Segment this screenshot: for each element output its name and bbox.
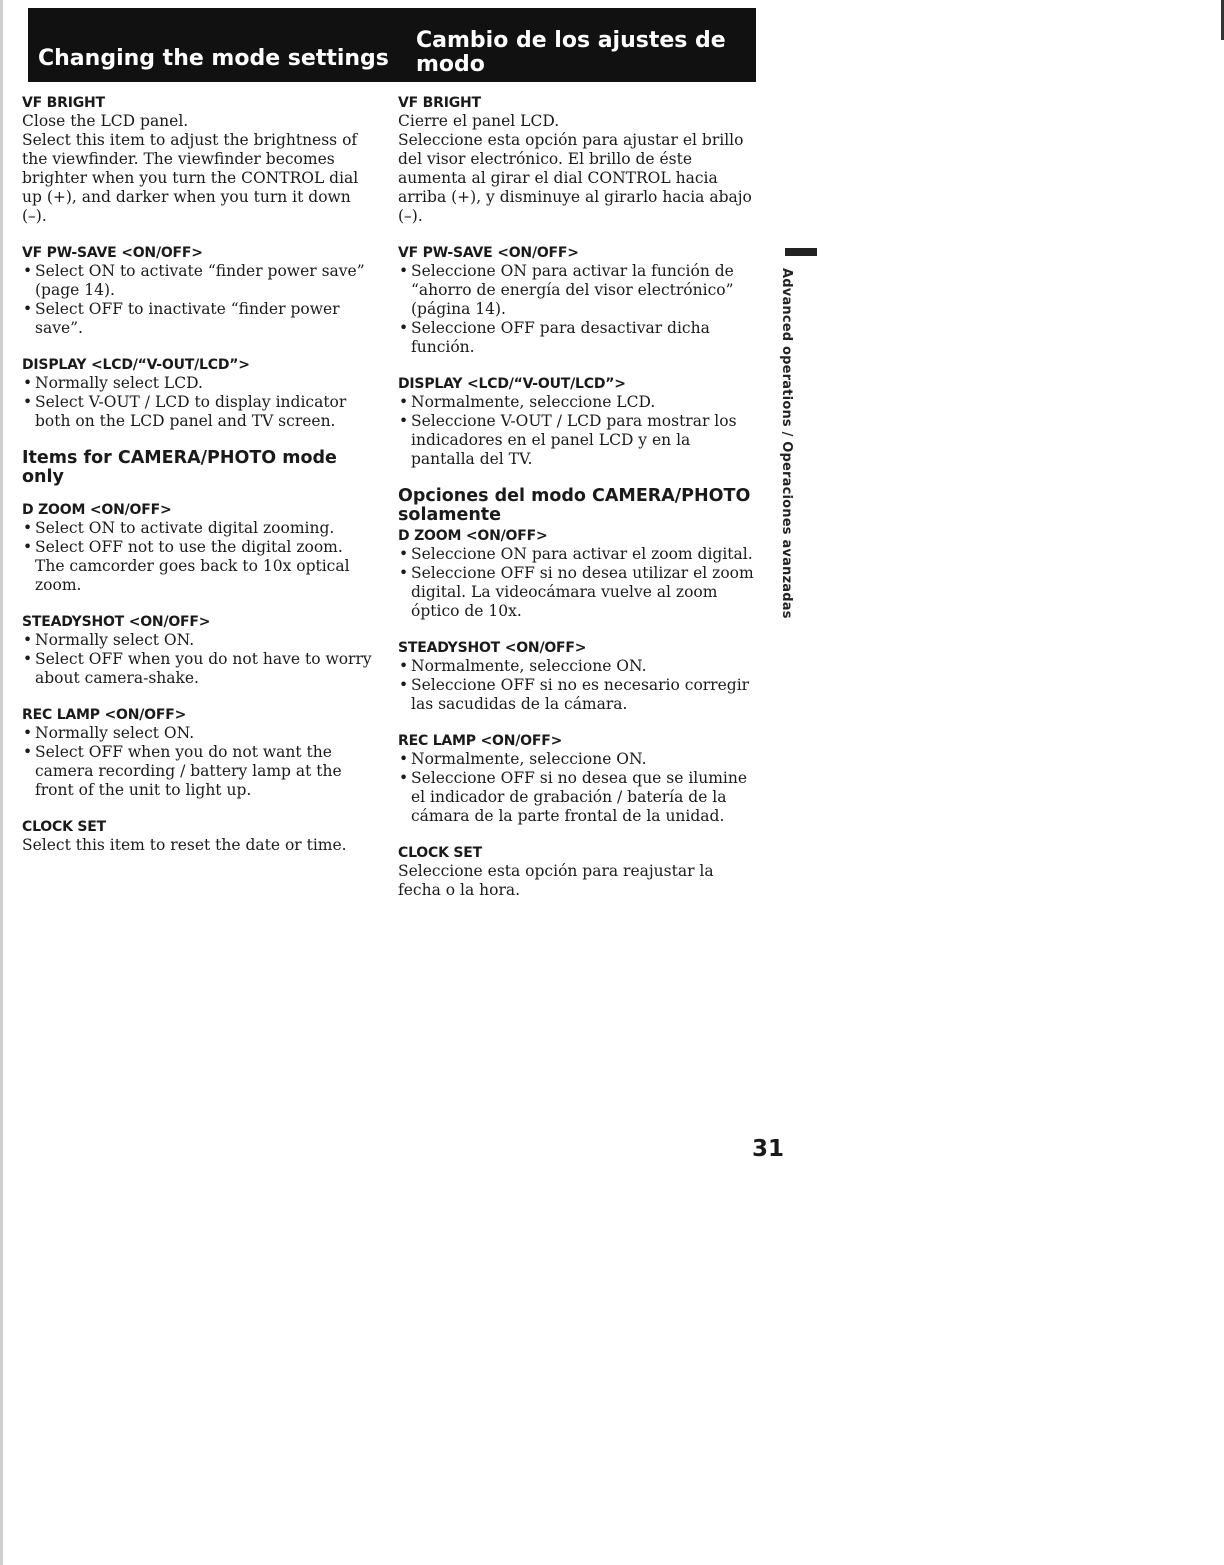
list-item: • Normalmente, seleccione LCD. [398, 393, 758, 412]
clock-set-heading: CLOCK SET [22, 819, 106, 835]
vf-pw-save-heading: VF PW-SAVE <ON/OFF> [22, 245, 203, 261]
page-number: 31 [752, 1136, 785, 1162]
display-section [398, 375, 758, 469]
vf-bright-section [398, 94, 758, 226]
list-item: • Select OFF when you do not want the camera recording / battery lamp at the front of the unit to light up. [22, 743, 377, 800]
rec-lamp-heading: REC LAMP <ON/OFF> [22, 707, 187, 723]
rec-lamp-section [22, 706, 377, 800]
list-item: • Normalmente, seleccione ON. [398, 657, 758, 676]
list-item: • Seleccione ON para activar la función de “ahorro de energía del visor electrónico” (página 14). [398, 262, 758, 319]
section-heading: Items for CAMERA/PHOTO mode only [22, 448, 337, 487]
vf-bright-text: Seleccione esta opción para ajustar el brillo del visor electrónico. El brillo de éste aumenta al girar el dial CONTROL hacia arriba (+), y disminuye al girarlo hacia abajo (–). [398, 131, 752, 225]
d-zoom-heading: D ZOOM <ON/OFF> [22, 502, 172, 518]
clock-set-heading: CLOCK SET [398, 845, 482, 861]
rec-lamp-heading: REC LAMP <ON/OFF> [398, 733, 563, 749]
clock-set-section [22, 818, 377, 855]
steadyshot-heading: STEADYSHOT <ON/OFF> [398, 640, 587, 656]
list-item: • Seleccione ON para activar el zoom digital. [398, 545, 758, 564]
list-item: • Normally select LCD. [22, 374, 377, 393]
header-title-es-line2: modo [416, 52, 485, 77]
display-heading: DISPLAY <LCD/“V-OUT/LCD”> [398, 376, 626, 392]
list-item: • Select ON to activate digital zooming. [22, 519, 377, 538]
list-item: • Seleccione OFF para desactivar dicha función. [398, 319, 758, 357]
list-item: • Select OFF when you do not have to worry about camera-shake. [22, 650, 377, 688]
list-item: • Normalmente, seleccione ON. [398, 750, 758, 769]
list-item: • Seleccione V-OUT / LCD para mostrar los indicadores en el panel LCD y en la pantalla del TV. [398, 412, 758, 469]
header-title-en: Changing the mode settings [38, 46, 389, 71]
display-heading: DISPLAY <LCD/“V-OUT/LCD”> [22, 357, 250, 373]
side-tab-marker [785, 248, 817, 256]
d-zoom-section [398, 527, 758, 621]
header-bar [28, 8, 756, 82]
list-item: • Select ON to activate “finder power save” (page 14). [22, 262, 377, 300]
steadyshot-section [398, 639, 758, 714]
rec-lamp-section [398, 732, 758, 826]
english-column [22, 94, 377, 873]
list-item: • Seleccione OFF si no desea que se ilumine el indicador de grabación / batería de la cámara de la parte frontal de la unidad. [398, 769, 758, 826]
page-edge-shadow [0, 0, 3, 1565]
clock-set-section [398, 844, 758, 900]
steadyshot-section [22, 613, 377, 688]
clock-set-text: Seleccione esta opción para reajustar la fecha o la hora. [398, 862, 714, 899]
display-section [22, 356, 377, 431]
list-item: • Normally select ON. [22, 724, 377, 743]
steadyshot-heading: STEADYSHOT <ON/OFF> [22, 614, 211, 630]
list-item: • Select OFF not to use the digital zoom. The camcorder goes back to 10x optical zoom. [22, 538, 377, 595]
list-item: • Select OFF to inactivate “finder power save”. [22, 300, 377, 338]
vf-bright-text: Close the LCD panel. [22, 112, 189, 130]
vf-bright-section [22, 94, 377, 226]
list-item: • Select V-OUT / LCD to display indicator both on the LCD panel and TV screen. [22, 393, 377, 431]
spanish-column [398, 94, 758, 918]
list-item: • Seleccione OFF si no es necesario corregir las sacudidas de la cámara. [398, 676, 758, 714]
list-item: • Normally select ON. [22, 631, 377, 650]
section-heading: Opciones del modo CAMERA/PHOTO solamente [398, 486, 751, 525]
vf-pw-save-section [22, 244, 377, 338]
vf-bright-text: Cierre el panel LCD. [398, 112, 560, 130]
vf-bright-heading: VF BRIGHT [398, 95, 481, 111]
side-section-label: Advanced operations / Operaciones avanzadas [779, 268, 794, 619]
vf-pw-save-section [398, 244, 758, 357]
vf-pw-save-heading: VF PW-SAVE <ON/OFF> [398, 245, 579, 261]
d-zoom-section [22, 501, 377, 595]
list-item: • Seleccione OFF si no desea utilizar el zoom digital. La videocámara vuelve al zoom óptico de 10x. [398, 564, 758, 621]
d-zoom-heading: D ZOOM <ON/OFF> [398, 528, 548, 544]
header-title-es-line1: Cambio de los ajustes de [416, 28, 726, 53]
clock-set-text: Select this item to reset the date or time. [22, 836, 347, 854]
vf-bright-heading: VF BRIGHT [22, 95, 105, 111]
vf-bright-text: Select this item to adjust the brightness of the viewfinder. The viewfinder becomes brighter when you turn the CONTROL dial up (+), and darker when you turn it down (–). [22, 131, 359, 225]
